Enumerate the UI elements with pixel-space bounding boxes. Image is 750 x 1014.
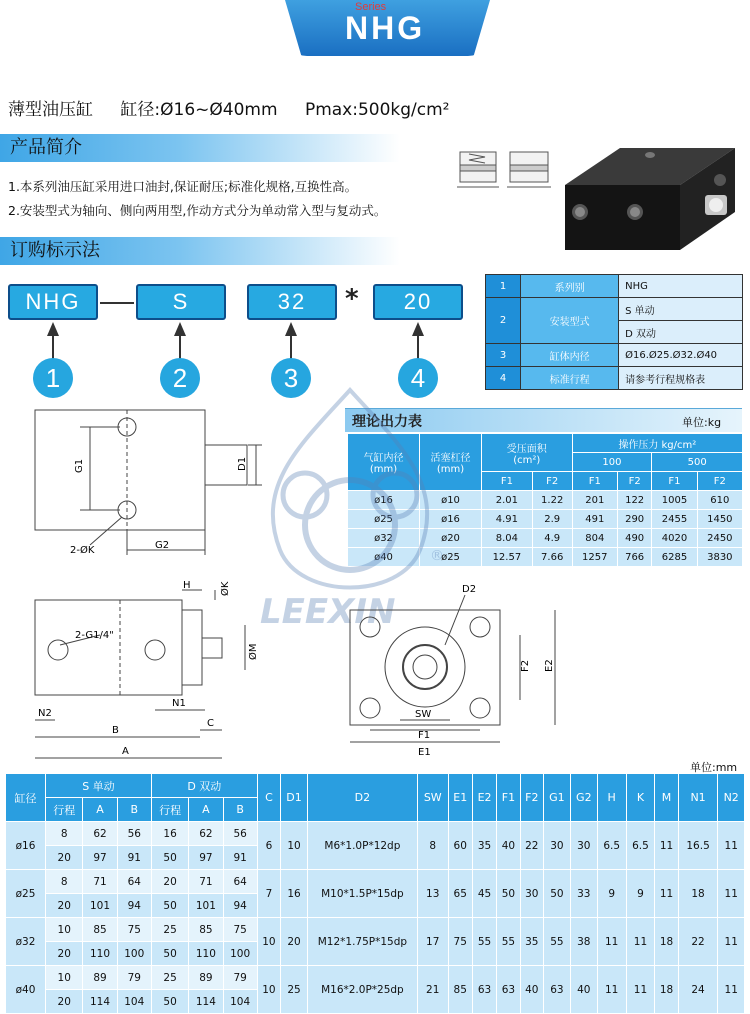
- label-h: H: [183, 580, 191, 591]
- watermark-brand: LEEXIN: [260, 592, 396, 632]
- label-a: A: [122, 746, 129, 757]
- table-cell: 24: [678, 966, 718, 1014]
- label-e2: E2: [544, 659, 555, 672]
- table-cell: 64: [117, 870, 151, 894]
- table-cell: 40: [520, 966, 543, 1014]
- table-row: F1 F2 F1 F2 F1 F2: [348, 472, 743, 491]
- table-cell: 55: [543, 918, 570, 966]
- table-cell: 64: [223, 870, 257, 894]
- table-cell: 100: [117, 942, 151, 966]
- table-cell: 63: [472, 966, 496, 1014]
- table-cell: 12.57: [482, 548, 533, 567]
- table-cell: 11: [718, 918, 745, 966]
- table-cell: 45: [472, 870, 496, 918]
- table-cell: 7: [257, 870, 280, 918]
- cylinder-product-photo: [555, 140, 740, 255]
- table-cell: 9: [626, 870, 655, 918]
- order-heading: 订购标示法: [10, 240, 100, 261]
- table-cell: 63: [543, 966, 570, 1014]
- table-cell: 17: [417, 918, 448, 966]
- spec-table: [485, 274, 743, 390]
- label-b: B: [112, 725, 119, 736]
- table-cell: 50: [151, 942, 188, 966]
- table-cell: ø16: [420, 510, 482, 529]
- table-cell: 2450: [697, 529, 742, 548]
- intro-line-1: 1.本系列油压缸采用进口油封,保证耐压;标准化规格,互换性高。: [8, 179, 358, 194]
- table-cell: 16.5: [678, 822, 718, 870]
- order-part-stroke: 20: [373, 284, 463, 320]
- table-cell: 89: [189, 966, 223, 990]
- table-cell: 13: [417, 870, 448, 918]
- label-d2: D2: [462, 584, 477, 595]
- table-cell: 50: [497, 870, 520, 918]
- table-cell: 290: [617, 510, 651, 529]
- table-cell: 122: [617, 491, 651, 510]
- drawing-end-view: [330, 580, 570, 760]
- table-cell: 101: [189, 894, 223, 918]
- arrow-up-icon: [174, 322, 186, 336]
- arrow-up-icon: [412, 322, 424, 336]
- table-cell: 1.22: [532, 491, 572, 510]
- table-row: 3 缸体内径 Ø16.Ø25.Ø32.Ø40: [486, 344, 743, 367]
- table-cell: 85: [448, 966, 472, 1014]
- table-cell: 11: [718, 822, 745, 870]
- intro-line-2: 2.安装型式为轴向、侧向两用型,作动方式分为单动常入型与复动式。: [8, 203, 387, 218]
- order-heading-bar: [0, 237, 400, 265]
- label-g1: G1: [74, 458, 85, 473]
- table-cell: 4.91: [482, 510, 533, 529]
- arrow-line: [417, 335, 419, 359]
- table-cell: 40: [497, 822, 520, 870]
- table-cell: 18: [655, 966, 678, 1014]
- table-cell: ø25: [348, 510, 420, 529]
- table-cell: 110: [83, 942, 117, 966]
- intro-heading-bar: [0, 134, 400, 162]
- product-subtitle: [8, 95, 472, 120]
- table-cell: 6285: [652, 548, 697, 567]
- table-cell: ø32: [348, 529, 420, 548]
- table-cell: 20: [46, 846, 83, 870]
- bore-range: 缸径:Ø16~Ø40mm: [120, 100, 278, 120]
- table-cell: 71: [189, 870, 223, 894]
- table-cell: 25: [151, 966, 188, 990]
- table-row: 4 标准行程 请参考行程规格表: [486, 367, 743, 390]
- dimension-table: [5, 773, 745, 1014]
- table-cell: 11: [626, 918, 655, 966]
- label-port: 2-G1/4": [75, 630, 114, 641]
- table-cell: 62: [189, 822, 223, 846]
- order-part-mount: S: [136, 284, 226, 320]
- table-cell: 101: [83, 894, 117, 918]
- table-cell: 40: [570, 966, 597, 1014]
- order-dash: [100, 302, 134, 304]
- table-cell: 6.5: [626, 822, 655, 870]
- table-cell: 4020: [652, 529, 697, 548]
- table-cell: 2.01: [482, 491, 533, 510]
- order-number-3: 3: [271, 358, 311, 398]
- table-cell: 50: [151, 846, 188, 870]
- table-cell: 10: [46, 918, 83, 942]
- label-n2: N2: [38, 708, 52, 719]
- table-cell: M10*1.5P*15dp: [307, 870, 417, 918]
- table-cell: 16: [281, 870, 308, 918]
- table-cell: 97: [83, 846, 117, 870]
- table-cell: 63: [497, 966, 520, 1014]
- table-cell: 8: [417, 822, 448, 870]
- series-label: Series: [355, 1, 387, 13]
- table-cell: 25: [281, 966, 308, 1014]
- table-cell: 7.66: [532, 548, 572, 567]
- table-cell: 20: [46, 942, 83, 966]
- table-cell: 38: [570, 918, 597, 966]
- label-m: ØM: [248, 643, 259, 660]
- table-cell: 490: [617, 529, 651, 548]
- table-cell: 30: [543, 822, 570, 870]
- table-row: [6, 822, 745, 846]
- label-2k: 2-ØK: [70, 545, 95, 556]
- label-sw: SW: [415, 709, 432, 720]
- table-cell: 10: [46, 966, 83, 990]
- drawing-front-view: [0, 580, 300, 765]
- label-e1: E1: [418, 747, 431, 758]
- table-cell: 6: [257, 822, 280, 870]
- table-cell: 91: [223, 846, 257, 870]
- table-cell: 25: [151, 918, 188, 942]
- label-f2: F2: [520, 659, 531, 672]
- product-name: 薄型油压缸: [8, 100, 93, 120]
- arrow-up-icon: [285, 322, 297, 336]
- table-row: 1 系列别 NHG: [486, 275, 743, 298]
- table-cell: 11: [718, 870, 745, 918]
- table-row: [6, 966, 745, 990]
- table-cell: 8: [46, 822, 83, 846]
- table-row: 2 安装型式 S 单动: [486, 298, 743, 321]
- table-cell: 804: [572, 529, 617, 548]
- table-cell: 85: [83, 918, 117, 942]
- table-cell: 89: [83, 966, 117, 990]
- order-number-1: 1: [33, 358, 73, 398]
- table-cell: 1005: [652, 491, 697, 510]
- table-cell: ø25: [6, 870, 46, 918]
- table-cell: 1257: [572, 548, 617, 567]
- force-unit: 单位:kg: [682, 416, 722, 429]
- table-cell: 10: [257, 966, 280, 1014]
- table-cell: 11: [655, 870, 678, 918]
- table-cell: 62: [83, 822, 117, 846]
- table-cell: 20: [151, 870, 188, 894]
- table-cell: 491: [572, 510, 617, 529]
- table-cell: 50: [151, 990, 188, 1014]
- table-cell: 2455: [652, 510, 697, 529]
- table-cell: 35: [520, 918, 543, 966]
- table-cell: 50: [151, 894, 188, 918]
- table-cell: 11: [597, 918, 626, 966]
- table-cell: 16: [151, 822, 188, 846]
- table-cell: 104: [223, 990, 257, 1014]
- order-part-bore: 32: [247, 284, 337, 320]
- table-cell: 10: [257, 918, 280, 966]
- table-cell: 35: [472, 822, 496, 870]
- arrow-line: [179, 335, 181, 359]
- table-cell: 75: [448, 918, 472, 966]
- table-cell: M6*1.0P*12dp: [307, 822, 417, 870]
- force-table-title: 理论出力表: [352, 414, 422, 430]
- table-cell: 56: [117, 822, 151, 846]
- table-cell: 4.9: [532, 529, 572, 548]
- label-f1: F1: [418, 730, 431, 741]
- table-cell: 18: [655, 918, 678, 966]
- intro-heading: 产品简介: [10, 137, 82, 158]
- table-cell: ø20: [420, 529, 482, 548]
- table-cell: 110: [189, 942, 223, 966]
- table-cell: 50: [543, 870, 570, 918]
- label-n1: N1: [172, 698, 186, 709]
- table-cell: ø16: [6, 822, 46, 870]
- table-cell: 610: [697, 491, 742, 510]
- table-cell: 56: [223, 822, 257, 846]
- max-pressure: Pmax:500kg/cm²: [304, 100, 450, 120]
- table-cell: ø16: [348, 491, 420, 510]
- table-row: 气缸内径 (mm) 活塞杠径 (mm) 受压面积 (cm²) 操作压力 kg/cm²: [348, 434, 743, 453]
- table-cell: 114: [83, 990, 117, 1014]
- table-cell: 18: [678, 870, 718, 918]
- table-cell: 20: [46, 990, 83, 1014]
- order-number-4: 4: [398, 358, 438, 398]
- table-row: 缸径 S 单动 D 双动 C D1 D2 SW E1 E2 F1 F2 G1 G2 H K M N1 N2: [6, 774, 745, 798]
- table-cell: 91: [117, 846, 151, 870]
- table-row: 行程 A B 行程 A B: [6, 798, 745, 822]
- table-row: 100 500: [348, 453, 743, 472]
- table-cell: 60: [448, 822, 472, 870]
- arrow-line: [52, 335, 54, 359]
- table-cell: 11: [597, 966, 626, 1014]
- table-cell: 75: [223, 918, 257, 942]
- dim-unit: 单位:mm: [690, 761, 738, 774]
- cylinder-schematic-icons: [455, 140, 555, 200]
- table-cell: 20: [281, 918, 308, 966]
- table-cell: 100: [223, 942, 257, 966]
- order-star: *: [345, 284, 359, 314]
- table-cell: 79: [117, 966, 151, 990]
- table-cell: 30: [570, 822, 597, 870]
- table-cell: 22: [520, 822, 543, 870]
- table-cell: 22: [678, 918, 718, 966]
- table-cell: 55: [497, 918, 520, 966]
- table-cell: 6.5: [597, 822, 626, 870]
- table-cell: 3830: [697, 548, 742, 567]
- table-row: [6, 918, 745, 942]
- table-cell: 9: [597, 870, 626, 918]
- table-cell: 97: [189, 846, 223, 870]
- table-row: [6, 870, 745, 894]
- arrow-up-icon: [47, 322, 59, 336]
- table-cell: 20: [46, 894, 83, 918]
- label-d1: D1: [237, 456, 248, 471]
- table-cell: 8: [46, 870, 83, 894]
- table-cell: 85: [189, 918, 223, 942]
- order-number-2: 2: [160, 358, 200, 398]
- table-cell: 10: [281, 822, 308, 870]
- page-title: NHG: [345, 10, 426, 46]
- table-cell: ø40: [6, 966, 46, 1014]
- table-cell: ø25: [420, 548, 482, 567]
- table-cell: 94: [223, 894, 257, 918]
- table-cell: ø32: [6, 918, 46, 966]
- table-cell: 94: [117, 894, 151, 918]
- table-cell: 1450: [697, 510, 742, 529]
- table-cell: 65: [448, 870, 472, 918]
- table-cell: 79: [223, 966, 257, 990]
- table-cell: 11: [626, 966, 655, 1014]
- table-cell: M12*1.75P*15dp: [307, 918, 417, 966]
- table-cell: M16*2.0P*25dp: [307, 966, 417, 1014]
- arrow-line: [290, 335, 292, 359]
- table-cell: 33: [570, 870, 597, 918]
- watermark-registered: ®: [430, 548, 444, 564]
- label-c: C: [207, 718, 214, 729]
- table-cell: 21: [417, 966, 448, 1014]
- label-g2: G2: [155, 540, 170, 551]
- table-cell: 30: [520, 870, 543, 918]
- table-cell: 201: [572, 491, 617, 510]
- table-cell: ø40: [348, 548, 420, 567]
- order-part-series: NHG: [8, 284, 98, 320]
- table-cell: 114: [189, 990, 223, 1014]
- table-cell: 766: [617, 548, 651, 567]
- table-cell: 8.04: [482, 529, 533, 548]
- label-k: ØK: [220, 581, 231, 596]
- table-cell: 104: [117, 990, 151, 1014]
- table-cell: 11: [718, 966, 745, 1014]
- table-row: D 双动: [486, 321, 743, 344]
- table-cell: 55: [472, 918, 496, 966]
- table-cell: 71: [83, 870, 117, 894]
- table-cell: 2.9: [532, 510, 572, 529]
- table-cell: 75: [117, 918, 151, 942]
- table-cell: 11: [655, 822, 678, 870]
- table-cell: ø10: [420, 491, 482, 510]
